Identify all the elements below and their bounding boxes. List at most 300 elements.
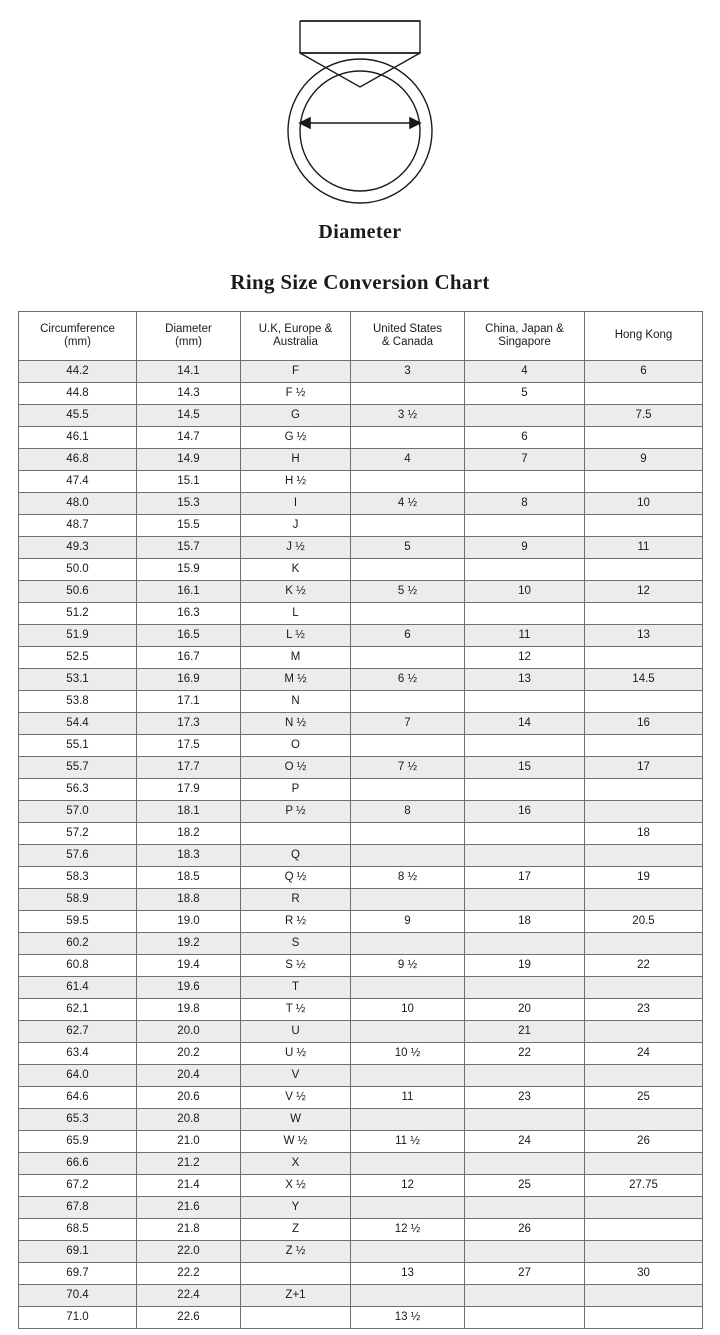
table-cell (585, 1241, 703, 1263)
table-header (19, 312, 703, 361)
table-cell: 16.3 (137, 603, 241, 625)
table-cell: 13 (585, 625, 703, 647)
table-row (19, 713, 703, 735)
table-row (19, 603, 703, 625)
table-cell: 53.1 (19, 669, 137, 691)
table-cell (585, 1197, 703, 1219)
column-header-circumference (19, 312, 137, 361)
table-cell: 19.4 (137, 955, 241, 977)
table-cell: 59.5 (19, 911, 137, 933)
column-header-line2: & Canada (381, 336, 434, 348)
table-row (19, 779, 703, 801)
table-row (19, 757, 703, 779)
table-cell: 18.8 (137, 889, 241, 911)
table-row (19, 1065, 703, 1087)
column-header-uk-europe-australia (241, 312, 351, 361)
table-row (19, 999, 703, 1021)
table-cell: 26 (585, 1131, 703, 1153)
table-cell: 18 (585, 823, 703, 845)
table-cell (241, 1307, 351, 1329)
column-header-diameter (137, 312, 241, 361)
table-row (19, 537, 703, 559)
table-cell (465, 735, 585, 757)
table-cell: 9 (351, 911, 465, 933)
table-cell: 46.1 (19, 427, 137, 449)
table-cell: 14.3 (137, 383, 241, 405)
table-cell (585, 515, 703, 537)
table-cell: 5 ½ (351, 581, 465, 603)
table-cell (465, 515, 585, 537)
table-cell: 15 (465, 757, 585, 779)
table-cell: 12 ½ (351, 1219, 465, 1241)
ring-diameter-diagram (0, 10, 720, 215)
table-cell: 15.9 (137, 559, 241, 581)
table-cell: 10 (585, 493, 703, 515)
table-row (19, 493, 703, 515)
table-cell: 16 (465, 801, 585, 823)
table-cell: 15.3 (137, 493, 241, 515)
table-cell: 56.3 (19, 779, 137, 801)
table-row (19, 625, 703, 647)
table-cell: 20.8 (137, 1109, 241, 1131)
table-cell: K (241, 559, 351, 581)
table-cell: 6 (465, 427, 585, 449)
table-cell: 54.4 (19, 713, 137, 735)
table-cell: 64.0 (19, 1065, 137, 1087)
table-cell: 48.0 (19, 493, 137, 515)
table-cell: 11 ½ (351, 1131, 465, 1153)
table-cell (351, 823, 465, 845)
table-cell (465, 1285, 585, 1307)
table-cell: 24 (465, 1131, 585, 1153)
table-cell: X (241, 1153, 351, 1175)
table-cell: Y (241, 1197, 351, 1219)
column-header-line2: Australia (273, 336, 318, 348)
table-cell (585, 1021, 703, 1043)
table-cell (585, 1065, 703, 1087)
table-cell (465, 977, 585, 999)
table-cell: 53.8 (19, 691, 137, 713)
table-cell (351, 1241, 465, 1263)
column-header-line2: (mm) (175, 336, 202, 348)
table-cell (585, 801, 703, 823)
table-cell (585, 1219, 703, 1241)
table-cell (465, 845, 585, 867)
table-cell: 55.1 (19, 735, 137, 757)
table-cell: 12 (465, 647, 585, 669)
table-cell: 21.2 (137, 1153, 241, 1175)
table-cell: 19.0 (137, 911, 241, 933)
table-row (19, 405, 703, 427)
table-row (19, 955, 703, 977)
table-cell: 55.7 (19, 757, 137, 779)
table-cell: 58.9 (19, 889, 137, 911)
table-row (19, 911, 703, 933)
table-cell: O ½ (241, 757, 351, 779)
table-cell: V ½ (241, 1087, 351, 1109)
table-row (19, 1109, 703, 1131)
table-cell: 4 ½ (351, 493, 465, 515)
table-cell (585, 977, 703, 999)
table-cell: 19.8 (137, 999, 241, 1021)
table-cell (465, 933, 585, 955)
table-cell: V (241, 1065, 351, 1087)
table-cell: 9 (585, 449, 703, 471)
table-row (19, 933, 703, 955)
column-header-line1: Diameter (165, 322, 212, 335)
table-row (19, 801, 703, 823)
table-row (19, 515, 703, 537)
table-cell: 15.7 (137, 537, 241, 559)
table-cell (585, 1307, 703, 1329)
table-cell: 18.5 (137, 867, 241, 889)
table-cell: X ½ (241, 1175, 351, 1197)
table-cell (351, 559, 465, 581)
table-cell: 44.8 (19, 383, 137, 405)
table-cell: 50.6 (19, 581, 137, 603)
table-cell: F ½ (241, 383, 351, 405)
table-cell: L ½ (241, 625, 351, 647)
column-header-line1: China, Japan & (485, 322, 564, 335)
table-row (19, 1043, 703, 1065)
table-cell (585, 691, 703, 713)
table-cell (585, 845, 703, 867)
table-row (19, 361, 703, 383)
table-cell: 20.6 (137, 1087, 241, 1109)
table-cell: 69.1 (19, 1241, 137, 1263)
table-cell: N (241, 691, 351, 713)
table-cell: 7 ½ (351, 757, 465, 779)
table-cell: 11 (351, 1087, 465, 1109)
table-cell: 49.3 (19, 537, 137, 559)
table-cell (351, 845, 465, 867)
table-cell (351, 1285, 465, 1307)
table-row (19, 471, 703, 493)
table-row (19, 845, 703, 867)
table-cell: 17.7 (137, 757, 241, 779)
table-cell: W (241, 1109, 351, 1131)
table-cell: J ½ (241, 537, 351, 559)
table-cell: 14.7 (137, 427, 241, 449)
table-row (19, 559, 703, 581)
table-cell: 44.2 (19, 361, 137, 383)
table-cell: 13 (351, 1263, 465, 1285)
table-cell: 18.3 (137, 845, 241, 867)
table-cell (351, 471, 465, 493)
table-cell (465, 471, 585, 493)
table-cell (465, 559, 585, 581)
table-cell: 16.9 (137, 669, 241, 691)
ring-illustration-svg (250, 13, 470, 213)
table-cell: 17 (465, 867, 585, 889)
column-header-line2: (mm) (64, 336, 91, 348)
column-header-united-states-canada (351, 312, 465, 361)
table-cell (585, 559, 703, 581)
table-cell (465, 1197, 585, 1219)
table-cell: 58.3 (19, 867, 137, 889)
table-cell: 48.7 (19, 515, 137, 537)
table-cell (351, 735, 465, 757)
column-header-line1: Circumference (40, 322, 115, 335)
table-cell: 9 (465, 537, 585, 559)
table-cell: 16.5 (137, 625, 241, 647)
table-cell: 17.1 (137, 691, 241, 713)
table-cell: 15.5 (137, 515, 241, 537)
table-cell: 51.9 (19, 625, 137, 647)
table-cell (585, 647, 703, 669)
table-cell (351, 933, 465, 955)
table-cell: 14.5 (137, 405, 241, 427)
table-cell: T (241, 977, 351, 999)
table-cell (465, 823, 585, 845)
table-cell: 19.2 (137, 933, 241, 955)
table-cell: 23 (585, 999, 703, 1021)
table-cell (585, 735, 703, 757)
table-cell: 50.0 (19, 559, 137, 581)
table-cell: S ½ (241, 955, 351, 977)
table-cell: 46.8 (19, 449, 137, 471)
table-row (19, 1241, 703, 1263)
table-cell: Z ½ (241, 1241, 351, 1263)
table-cell: 30 (585, 1263, 703, 1285)
table-cell: 10 (465, 581, 585, 603)
table-row (19, 1131, 703, 1153)
table-cell: 14.5 (585, 669, 703, 691)
column-header-hong-kong (585, 312, 703, 361)
table-cell (351, 889, 465, 911)
table-cell: 17.3 (137, 713, 241, 735)
table-cell (465, 405, 585, 427)
table-cell: 25 (465, 1175, 585, 1197)
table-cell: 67.2 (19, 1175, 137, 1197)
table-cell: 62.7 (19, 1021, 137, 1043)
table-row (19, 691, 703, 713)
table-cell: 63.4 (19, 1043, 137, 1065)
table-cell (351, 1153, 465, 1175)
table-cell: 22.4 (137, 1285, 241, 1307)
table-cell: 20.2 (137, 1043, 241, 1065)
table-cell: 64.6 (19, 1087, 137, 1109)
table-row (19, 735, 703, 757)
table-cell: 17.5 (137, 735, 241, 757)
table-cell: 65.9 (19, 1131, 137, 1153)
column-header-line1: U.K, Europe & (258, 322, 333, 335)
table-cell (465, 1307, 585, 1329)
table-row (19, 1263, 703, 1285)
table-cell (465, 691, 585, 713)
table-cell (585, 779, 703, 801)
table-row (19, 427, 703, 449)
table-cell: F (241, 361, 351, 383)
table-cell: 18.2 (137, 823, 241, 845)
column-header-line1: United States (372, 322, 443, 335)
table-cell: 11 (465, 625, 585, 647)
table-body (19, 361, 703, 1329)
table-row (19, 581, 703, 603)
table-row (19, 889, 703, 911)
table-cell: W ½ (241, 1131, 351, 1153)
table-cell: 22.2 (137, 1263, 241, 1285)
table-cell: 52.5 (19, 647, 137, 669)
table-cell: H ½ (241, 471, 351, 493)
table-cell: Q ½ (241, 867, 351, 889)
table-cell: 20 (465, 999, 585, 1021)
table-cell: 8 ½ (351, 867, 465, 889)
table-cell: M (241, 647, 351, 669)
column-header-line2: Singapore (498, 336, 551, 348)
table-cell: G ½ (241, 427, 351, 449)
table-cell (351, 383, 465, 405)
table-row (19, 1153, 703, 1175)
table-cell: 60.2 (19, 933, 137, 955)
table-cell: R ½ (241, 911, 351, 933)
table-cell (585, 603, 703, 625)
table-cell: 22 (465, 1043, 585, 1065)
table-cell (351, 515, 465, 537)
table-cell: M ½ (241, 669, 351, 691)
table-container (0, 311, 720, 1329)
table-cell: 61.4 (19, 977, 137, 999)
table-cell: 57.0 (19, 801, 137, 823)
table-cell: 8 (351, 801, 465, 823)
table-cell (585, 383, 703, 405)
table-cell: 19 (585, 867, 703, 889)
table-cell: G (241, 405, 351, 427)
column-header-china-japan-singapore (465, 312, 585, 361)
table-cell: S (241, 933, 351, 955)
table-cell: O (241, 735, 351, 757)
table-cell: 3 (351, 361, 465, 383)
table-cell: 23 (465, 1087, 585, 1109)
figure-caption: Diameter (318, 221, 402, 243)
table-cell (351, 1109, 465, 1131)
table-cell: Z (241, 1219, 351, 1241)
table-cell: 19 (465, 955, 585, 977)
table-cell: L (241, 603, 351, 625)
table-cell: T ½ (241, 999, 351, 1021)
table-cell: 51.2 (19, 603, 137, 625)
table-row (19, 1307, 703, 1329)
table-cell: 19.6 (137, 977, 241, 999)
table-row (19, 647, 703, 669)
table-cell (585, 471, 703, 493)
table-cell: 67.8 (19, 1197, 137, 1219)
table-cell (465, 1241, 585, 1263)
table-cell: 6 (351, 625, 465, 647)
table-cell: 13 (465, 669, 585, 691)
table-cell (351, 647, 465, 669)
table-cell: 10 ½ (351, 1043, 465, 1065)
table-cell: I (241, 493, 351, 515)
table-cell (351, 779, 465, 801)
table-cell: J (241, 515, 351, 537)
table-cell: 25 (585, 1087, 703, 1109)
table-cell (585, 1153, 703, 1175)
table-cell: 22 (585, 955, 703, 977)
table-cell (585, 1285, 703, 1307)
table-cell (585, 1109, 703, 1131)
table-cell: Q (241, 845, 351, 867)
table-cell: 7 (351, 713, 465, 735)
table-cell (351, 1065, 465, 1087)
table-cell (351, 691, 465, 713)
table-cell: P ½ (241, 801, 351, 823)
table-cell: 16.1 (137, 581, 241, 603)
table-cell (351, 977, 465, 999)
table-cell: 16 (585, 713, 703, 735)
table-cell: 9 ½ (351, 955, 465, 977)
table-header-row (19, 312, 703, 361)
table-cell: 60.8 (19, 955, 137, 977)
table-cell: 8 (465, 493, 585, 515)
table-cell: 20.0 (137, 1021, 241, 1043)
table-cell: 57.6 (19, 845, 137, 867)
table-cell: 10 (351, 999, 465, 1021)
table-cell: H (241, 449, 351, 471)
table-cell: Z+1 (241, 1285, 351, 1307)
table-cell: 6 ½ (351, 669, 465, 691)
table-cell (351, 1197, 465, 1219)
table-cell (465, 1065, 585, 1087)
table-cell: 24 (585, 1043, 703, 1065)
table-cell: 15.1 (137, 471, 241, 493)
table-cell: 16.7 (137, 647, 241, 669)
table-cell (585, 427, 703, 449)
table-row (19, 867, 703, 889)
table-row (19, 1219, 703, 1241)
table-cell: 22.6 (137, 1307, 241, 1329)
table-cell (585, 933, 703, 955)
table-row (19, 669, 703, 691)
table-cell: 5 (465, 383, 585, 405)
table-cell: 17 (585, 757, 703, 779)
table-cell: 57.2 (19, 823, 137, 845)
table-cell (351, 1021, 465, 1043)
page-title: Ring Size Conversion Chart (230, 270, 490, 294)
table-cell: 71.0 (19, 1307, 137, 1329)
table-cell: 21.6 (137, 1197, 241, 1219)
table-cell (351, 603, 465, 625)
table-cell (585, 889, 703, 911)
ring-size-conversion-table (18, 311, 703, 1329)
table-cell (241, 823, 351, 845)
table-row (19, 383, 703, 405)
table-cell: 18.1 (137, 801, 241, 823)
table-cell: R (241, 889, 351, 911)
table-row (19, 1285, 703, 1307)
table-cell: 27 (465, 1263, 585, 1285)
table-cell: 4 (351, 449, 465, 471)
table-cell: U ½ (241, 1043, 351, 1065)
table-cell: 7.5 (585, 405, 703, 427)
table-cell: 21.8 (137, 1219, 241, 1241)
table-row (19, 823, 703, 845)
table-cell: 62.1 (19, 999, 137, 1021)
table-row (19, 1021, 703, 1043)
table-cell: 17.9 (137, 779, 241, 801)
table-cell (465, 779, 585, 801)
table-cell: 70.4 (19, 1285, 137, 1307)
table-cell: K ½ (241, 581, 351, 603)
table-cell: 65.3 (19, 1109, 137, 1131)
table-cell: 68.5 (19, 1219, 137, 1241)
table-cell: P (241, 779, 351, 801)
table-cell: 4 (465, 361, 585, 383)
table-cell: U (241, 1021, 351, 1043)
table-cell: 5 (351, 537, 465, 559)
table-cell: 6 (585, 361, 703, 383)
table-cell: 20.5 (585, 911, 703, 933)
